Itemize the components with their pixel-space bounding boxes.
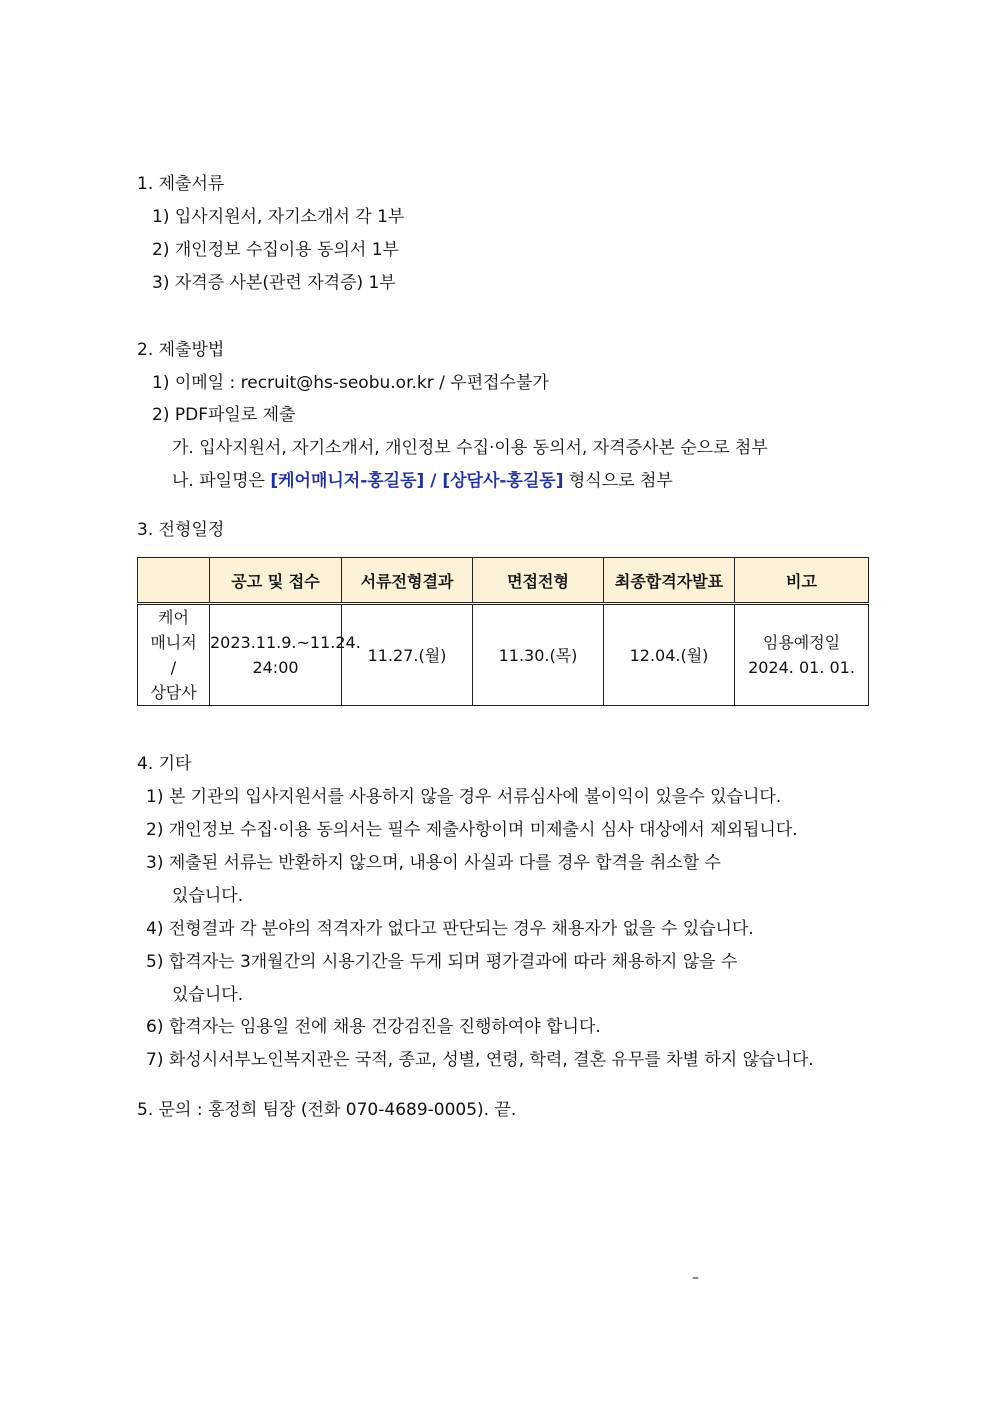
header-blank — [138, 558, 210, 604]
section-2-title: 2. 제출방법 — [137, 340, 225, 360]
section-4-line-4: 4) 전형결과 각 분야의 적격자가 없다고 판단되는 경우 채용자가 없을 수 있습니다. — [146, 919, 754, 939]
section-2-item-pdf: 2) PDF파일로 제출 — [152, 405, 296, 425]
footer-dash: – — [692, 1270, 699, 1286]
sub-na-prefix: 나. 파일명은 — [172, 471, 271, 491]
section-5-contact: 5. 문의 : 홍정희 팀장 (전화 070-4689-0005). 끝. — [137, 1100, 517, 1120]
table-row — [138, 604, 869, 706]
sub-na-suffix: 형식으로 첨부 — [563, 471, 673, 491]
filename-format-highlight: [케어매니저-홍길동] / [상담사-홍길동] — [270, 471, 564, 491]
section-2-item-email: 1) 이메일 : recruit@hs-seobu.or.kr / 우편접수불가 — [152, 373, 549, 393]
section-4-line-7: 7) 화성시서부노인복지관은 국적, 종교, 성별, 연령, 학력, 결혼 유무를 차별 하지 않습니다. — [146, 1050, 814, 1070]
remark-line: 2024. 01. 01. — [748, 658, 855, 677]
notice-line: 24:00 — [252, 658, 299, 677]
doc-result-cell: 11.27.(월) — [342, 604, 473, 706]
section-3-title: 3. 전형일정 — [137, 520, 225, 540]
header-doc-result: 서류전형결과 — [342, 558, 473, 604]
interview-cell: 11.30.(목) — [473, 604, 604, 706]
category-line: 매니저 — [150, 633, 197, 652]
header-remark: 비고 — [735, 558, 869, 604]
schedule-table — [137, 557, 869, 706]
section-2-sub-ga: 가. 입사지원서, 자기소개서, 개인정보 수집·이용 동의서, 자격증사본 순으로 첨부 — [172, 438, 768, 458]
section-1-title: 1. 제출서류 — [137, 174, 225, 194]
remark-line: 임용예정일 — [762, 633, 841, 652]
category-cell — [138, 604, 210, 706]
section-4-line-3-cont: 있습니다. — [172, 886, 244, 906]
section-1-item-3: 3) 자격증 사본(관련 자격증) 1부 — [152, 273, 396, 293]
schedule-header-row — [138, 558, 869, 604]
category-line: 상담사 — [150, 683, 197, 702]
section-4-line-5-cont: 있습니다. — [172, 985, 244, 1005]
section-4-line-6: 6) 합격자는 임용일 전에 채용 건강검진을 진행하여야 합니다. — [146, 1017, 601, 1037]
notice-cell — [210, 604, 361, 706]
section-4-line-3: 3) 제출된 서류는 반환하지 않으며, 내용이 사실과 다를 경우 합격을 취소할 수 — [146, 853, 721, 873]
section-1-item-1: 1) 입사지원서, 자기소개서 각 1부 — [152, 207, 405, 227]
section-2-sub-na — [172, 469, 673, 493]
section-4-line-2: 2) 개인정보 수집·이용 동의서는 필수 제출사항이며 미제출시 심사 대상에서 제외됩니다. — [146, 820, 798, 840]
category-line: / — [170, 658, 177, 677]
final-cell: 12.04.(월) — [604, 604, 735, 706]
section-4-line-1: 1) 본 기관의 입사지원서를 사용하지 않을 경우 서류심사에 불이익이 있을수 있습니다. — [146, 787, 782, 807]
section-4-title: 4. 기타 — [137, 754, 192, 774]
header-interview: 면접전형 — [473, 558, 604, 604]
section-1-item-2: 2) 개인정보 수집이용 동의서 1부 — [152, 240, 399, 260]
notice-line: 2023.11.9.~11.24. — [210, 633, 361, 652]
header-notice: 공고 및 접수 — [210, 558, 342, 604]
header-final: 최종합격자발표 — [604, 558, 735, 604]
section-4-line-5: 5) 합격자는 3개월간의 시용기간을 두게 되며 평가결과에 따라 채용하지 않을 수 — [146, 952, 738, 972]
remark-cell — [735, 604, 869, 706]
category-line: 케어 — [158, 608, 189, 627]
